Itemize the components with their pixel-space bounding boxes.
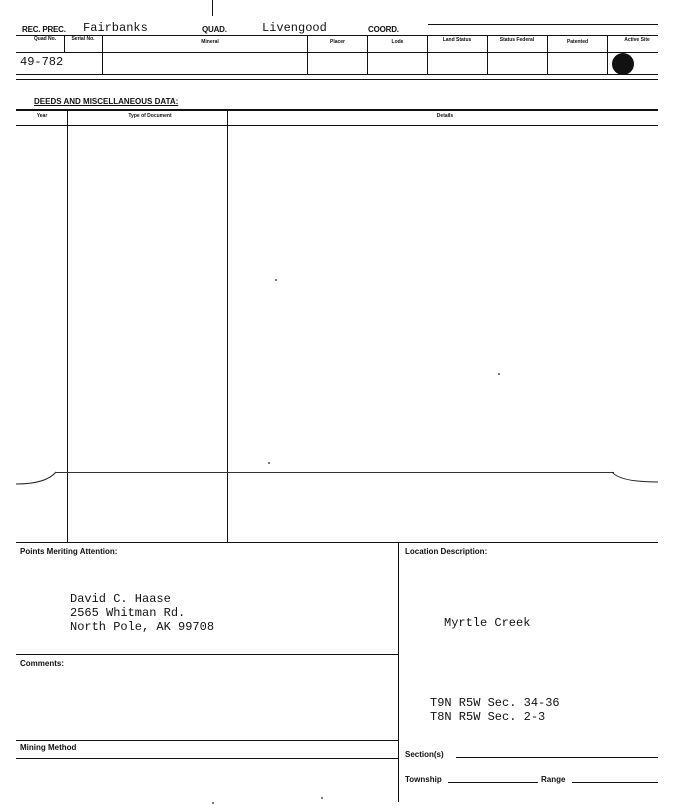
- mining-line: [16, 740, 398, 741]
- col-divider-2: [102, 35, 103, 74]
- rec-prec-value: Fairbanks: [83, 21, 148, 35]
- comments-line: [16, 654, 398, 655]
- col-divider-1: [64, 35, 65, 52]
- top-tick: [212, 0, 213, 16]
- col-divider-5: [427, 35, 428, 74]
- location-line-2: T8N R5W Sec. 2-3: [430, 710, 546, 724]
- deeds-divider-type: [227, 109, 228, 542]
- quad-label: QUAD.: [202, 25, 227, 34]
- range-label: Range: [541, 775, 566, 784]
- points-line-3: North Pole, AK 99708: [70, 620, 215, 634]
- col-divider-4: [367, 35, 368, 74]
- fold-curve-left: [16, 470, 76, 490]
- location-label: Location Description:: [405, 547, 488, 556]
- header-line-mid: [16, 52, 658, 53]
- col-placer: Placer: [329, 39, 345, 45]
- points-line-2: 2565 Whitman Rd.: [70, 606, 186, 620]
- fold-curve-right: [610, 470, 660, 490]
- sections-label: Section(s): [405, 750, 444, 759]
- sections-field[interactable]: [456, 757, 658, 758]
- mining-line-bottom: [16, 758, 398, 759]
- bottom-block-top: [16, 542, 658, 543]
- col-patented: Patented: [566, 39, 589, 45]
- mining-label: Mining Method: [20, 743, 77, 752]
- speck-1: [275, 279, 277, 281]
- speck-3: [268, 462, 270, 464]
- deeds-line-header: [16, 125, 658, 126]
- location-line-1: T9N R5W Sec. 34-36: [430, 696, 560, 710]
- speck-4: [212, 802, 214, 804]
- location-name: Myrtle Creek: [444, 616, 531, 630]
- fold-line: [56, 472, 614, 473]
- range-field[interactable]: [572, 782, 658, 783]
- deeds-title: DEEDS AND MISCELLANEOUS DATA:: [34, 97, 179, 106]
- coord-label: COORD.: [368, 25, 399, 34]
- bottom-block-divider: [398, 542, 399, 802]
- record-line-bottom: [16, 74, 658, 75]
- col-active-site: Active Site: [624, 37, 650, 43]
- points-label: Points Meriting Attention:: [20, 547, 118, 556]
- col-status-federal: Status Federal: [499, 37, 535, 43]
- quad-no-value: 49-782: [20, 55, 64, 69]
- deeds-col-details: Details: [436, 113, 454, 119]
- col-divider-3: [307, 35, 308, 74]
- township-label: Township: [405, 775, 442, 784]
- col-mineral: Mineral: [201, 39, 219, 45]
- speck-2: [498, 373, 500, 375]
- col-divider-8: [607, 35, 608, 74]
- col-quad-no: Quad No.: [33, 36, 57, 42]
- quad-value: Livengood: [262, 21, 327, 35]
- header-line-under-coord: [428, 24, 658, 25]
- col-divider-7: [547, 35, 548, 74]
- active-site-marker: [612, 53, 634, 75]
- col-divider-6: [487, 35, 488, 74]
- comments-label: Comments:: [20, 659, 65, 668]
- header-line-top: [16, 35, 658, 36]
- col-land-status: Land Status: [442, 37, 472, 43]
- points-line-1: David C. Haase: [70, 592, 171, 606]
- township-field[interactable]: [448, 782, 538, 783]
- rec-prec-label: REC. PREC.: [22, 25, 66, 34]
- deeds-line-top: [16, 109, 658, 111]
- col-lode: Lode: [391, 39, 404, 45]
- speck-5: [321, 797, 323, 799]
- deeds-col-type: Type of Document: [128, 113, 172, 119]
- record-line-bottom-2: [16, 79, 658, 80]
- deeds-col-year: Year: [36, 113, 48, 119]
- col-serial-no: Serial No.: [71, 36, 95, 42]
